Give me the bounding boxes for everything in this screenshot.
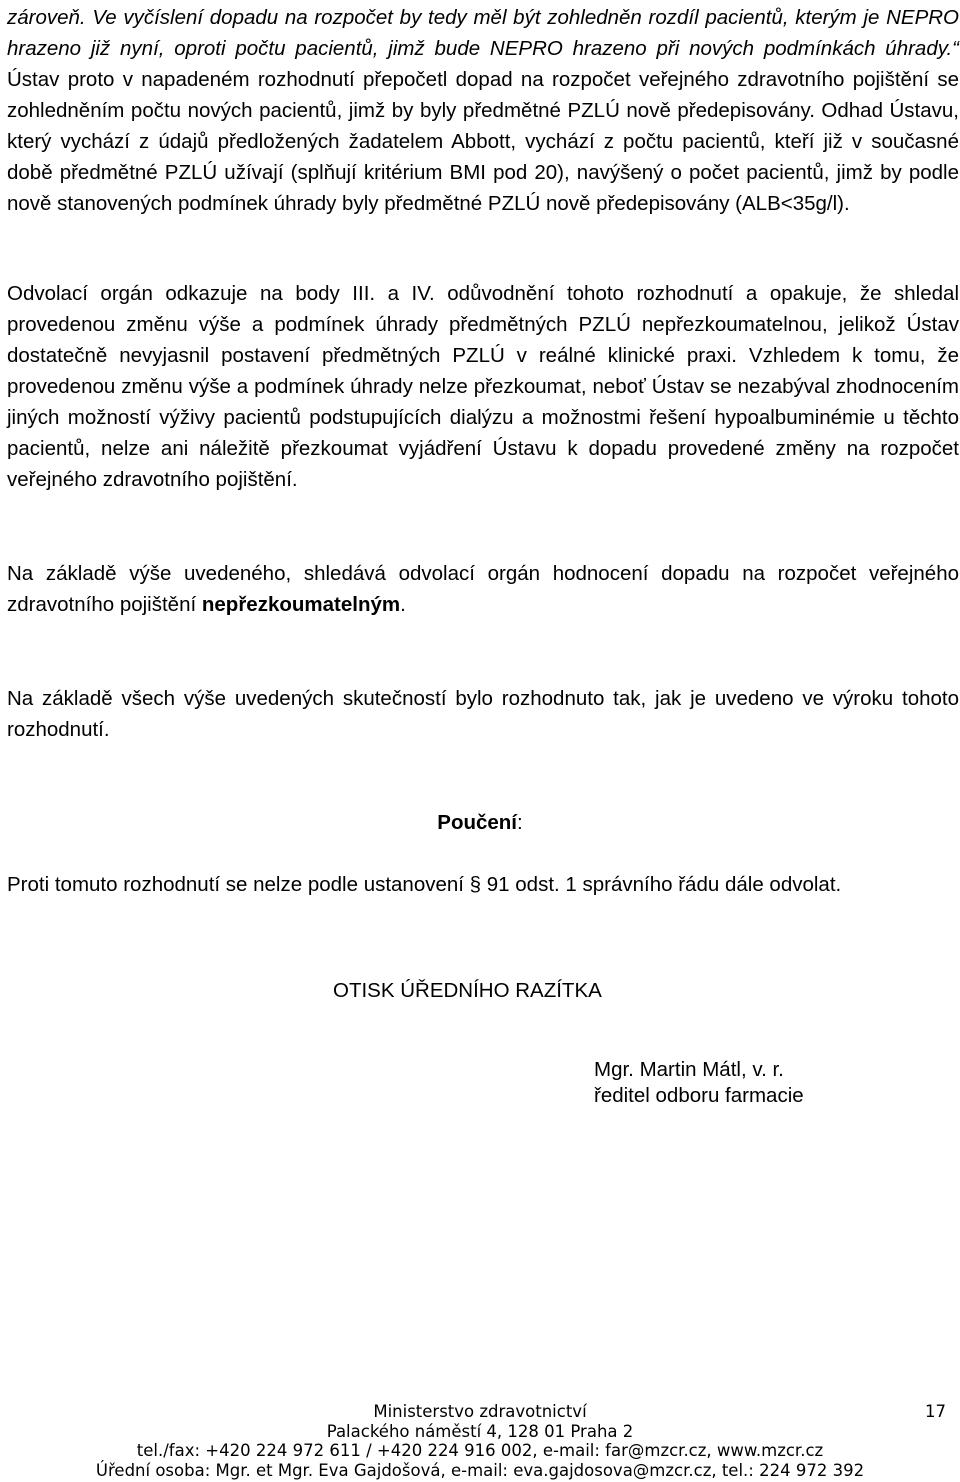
- paragraph-decision: Na základě všech výše uvedených skutečností bylo rozhodnuto tak, jak je uvedeno ve výroku tohoto rozhodnutí.: [7, 687, 959, 741]
- trailing-punctuation: .: [400, 593, 406, 616]
- quoted-text: zároveň. Ve vyčíslení dopadu na rozpočet by tedy měl být zohledněn rozdíl pacientů, kterým je NEPRO hrazeno již nyní, oproti počtu pacientů, jimž bude NEPRO hrazeno při nových podmínkách úhrady.“: [7, 6, 959, 60]
- page-footer: [0, 1402, 960, 1480]
- page-number: 17: [925, 1402, 946, 1421]
- paragraph-budget-impact: [7, 2, 959, 219]
- footer-contact: tel./fax: +420 224 972 611 / +420 224 916 002, e-mail: far@mzcr.cz, www.mzcr.cz: [136, 1441, 824, 1460]
- paragraph-text: Na základě výše uvedeného, shledává odvolací orgán hodnocení dopadu na rozpočet veřejného zdravotního pojištění: [7, 562, 959, 616]
- instruction-heading: [0, 807, 960, 838]
- paragraph-text: Ústav proto v napadeném rozhodnutí přepočetl dopad na rozpočet veřejného zdravotního pojištění se zohledněním počtu nových pacientů, jimž by byly předmětné PZLÚ nově předepisovány. Odhad Ústavu, který vychází z údajů předložených žadatelem Abbott, vychází z počtu pacientů, kteří již v současné době předmětné PZLÚ užívají (splňují kritérium BMI pod 20), navýšený o počet pacientů, jimž by podle nově stanovených podmínek úhrady byly předmětné PZLÚ nově předepisovány (ALB<35g/l).: [7, 68, 959, 215]
- footer-official: Úřední osoba: Mgr. et Mgr. Eva Gajdošová, e-mail: eva.gajdosova@mzcr.cz, tel.: 224 972 392: [95, 1460, 865, 1480]
- emphasized-text: nepřezkoumatelným: [201, 593, 401, 616]
- footer-ministry: Ministerstvo zdravotnictví: [373, 1402, 587, 1421]
- official-stamp-placeholder: OTISK ÚŘEDNÍHO RAZÍTKA: [333, 979, 602, 1002]
- footer-address: Palackého náměstí 4, 128 01 Praha 2: [326, 1421, 634, 1441]
- signatory-name: Mgr. Martin Mátl, v. r.: [594, 1058, 784, 1081]
- instruction-heading-colon: :: [517, 811, 523, 834]
- paragraph-conclusion: [7, 558, 959, 620]
- paragraph-appeal-reference: Odvolací orgán odkazuje na body III. a IV. odůvodnění tohoto rozhodnutí a opakuje, že shledal provedenou změnu výše a podmínek úhrady předmětných PZLÚ nepřezkoumatelnou, jelikož Ústav dostatečně nevyjasnil postavení předmětných PZLÚ v reálné klinické praxi. Vzhledem k tomu, že provedenou změnu výše a podmínek úhrady nelze přezkoumat, neboť Ústav se nezabýval zhodnocením jiných možností výživy pacientů podstupujících dialýzu a možnostmi řešení hypoalbuminémie u těchto pacientů, nelze ani náležitě přezkoumat vyjádření Ústavu k dopadu provedené změny na rozpočet veřejného zdravotního pojištění.: [7, 282, 959, 491]
- signatory-title: ředitel odboru farmacie: [594, 1084, 804, 1107]
- instruction-heading-label: Poučení: [437, 811, 518, 834]
- signature-block: [594, 1057, 804, 1109]
- paragraph-instruction: Proti tomuto rozhodnutí se nelze podle ustanovení § 91 odst. 1 správního řádu dále odvolat.: [7, 873, 842, 896]
